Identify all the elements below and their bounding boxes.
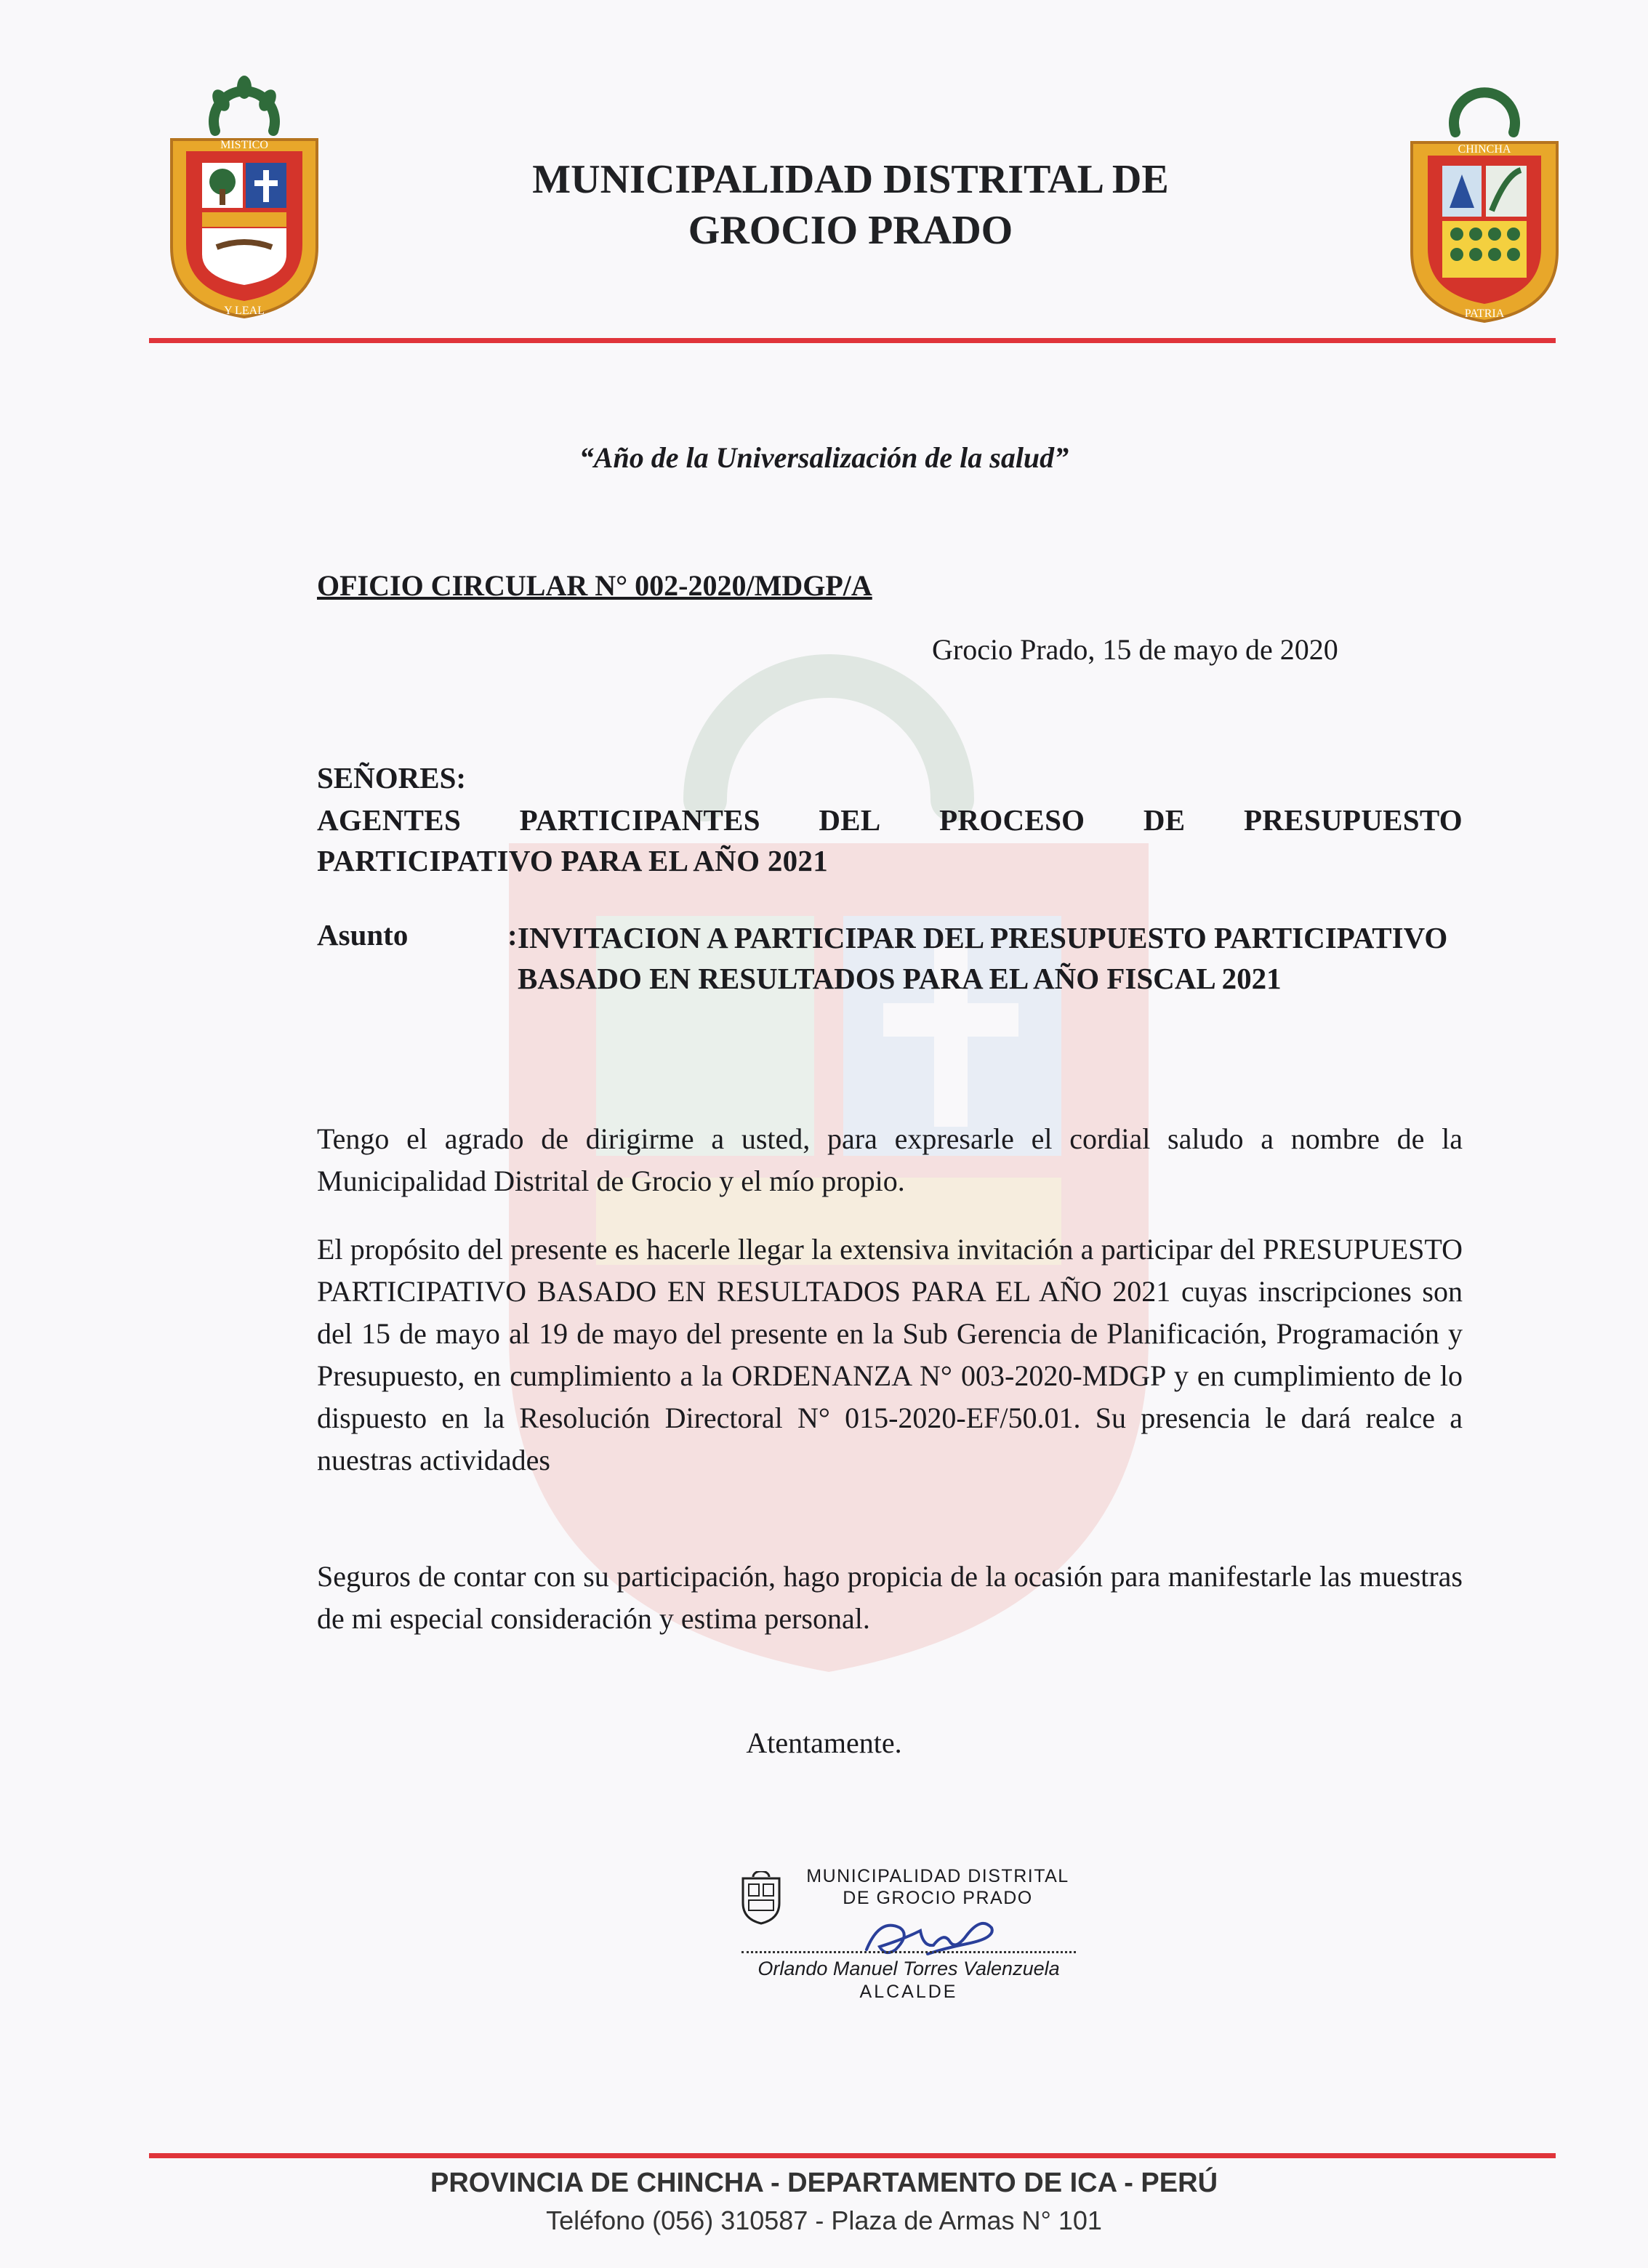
body-paragraph-1: Tengo el agrado de dirigirme a usted, para expresarle el cordial saludo a nombre de la Municipalidad Distrital de Grocio y el mío propio. [317, 1122, 1463, 1197]
title-line-1: MUNICIPALIDAD DISTRITAL DE [532, 157, 1169, 202]
addressee-word: PARTICIPANTES [519, 803, 760, 837]
addressee-word: PRESUPUESTO [1243, 803, 1463, 837]
closing: Atentamente. [746, 1726, 902, 1759]
subject-colon: : [507, 918, 518, 952]
stamp-crest-icon [740, 1871, 782, 1925]
signatory-role: ALCALDE [859, 1982, 958, 2002]
stamp-line-1: MUNICIPALIDAD DISTRITAL [806, 1866, 1069, 1886]
subject-label: Asunto [317, 918, 409, 952]
addressee-word: DEL [819, 803, 881, 837]
addressee-word: PROCESO [939, 803, 1085, 837]
grocio-prado-crest-logo [164, 73, 324, 320]
crest-text-patria: PATRIA [1464, 307, 1505, 320]
document-reference: OFICIO CIRCULAR N° 002-2020/MDGP/A [317, 569, 872, 602]
addressee [317, 800, 1463, 881]
addressee-line-1 [317, 800, 1463, 840]
crest-text-mistico: MISTICO [220, 139, 268, 151]
body-paragraph-3: Seguros de contar con su participación, hago propicia de la ocasión para manifestarle las muestras de mi especial consideración y estima personal. [317, 1560, 1463, 1635]
addressee-word: DE [1143, 803, 1186, 837]
addressee-line-2: PARTICIPATIVO PARA EL AÑO 2021 [317, 844, 829, 877]
document-date: Grocio Prado, 15 de mayo de 2020 [932, 633, 1338, 666]
header-red-rule [149, 338, 1556, 343]
signature-stamp [785, 1865, 1090, 1909]
signature-line [741, 1951, 1076, 1953]
footer-contact: Teléfono (056) 310587 - Plaza de Armas N° 101 [546, 2205, 1102, 2235]
chincha-province-crest-logo [1404, 80, 1564, 327]
subject-text: INVITACION A PARTICIPAR DEL PRESUPUESTO PARTICIPATIVO BASADO EN RESULTADOS PARA EL AÑO FISCAL 2021 [518, 921, 1448, 995]
crest-text-chincha: CHINCHA [1458, 143, 1511, 156]
footer-location: PROVINCIA DE CHINCHA - DEPARTAMENTO DE ICA - PERÚ [430, 2168, 1218, 2198]
crest-text-y-leal: Y LEAL [224, 305, 265, 317]
body-paragraph-2: El propósito del presente es hacerle llegar la extensiva invitación a participar del PRESUPUESTO PARTICIPATIVO BASADO EN RESULTADOS PARA EL AÑO 2021 cuyas inscripciones son del 15 de mayo al 19 de mayo del presente en la Sub Gerencia de Planificación, Programación y Presupuesto, en cumplimiento a la ORDENANZA N° 003-2020-MDGP y en cumplimiento de lo dispuesto en la Resolución Directoral N° 015-2020-EF/50.01. Su presencia le dará realce a nuestras actividades [317, 1233, 1463, 1476]
municipality-title [407, 154, 1294, 256]
stamp-line-2: DE GROCIO PRADO [843, 1888, 1033, 1908]
title-line-2: GROCIO PRADO [688, 208, 1013, 253]
addressee-word: AGENTES [317, 803, 462, 837]
footer-red-rule [149, 2153, 1556, 2158]
signatory-name: Orlando Manuel Torres Valenzuela [757, 1958, 1060, 1979]
addressee-label: SEÑORES: [317, 761, 467, 795]
year-motto: “Año de la Universalización de la salud” [579, 441, 1069, 474]
